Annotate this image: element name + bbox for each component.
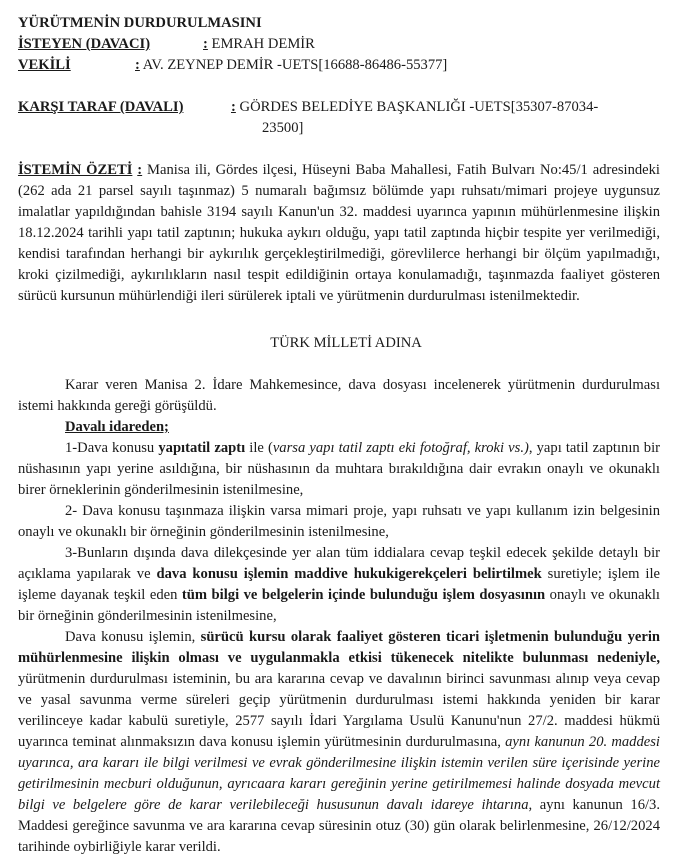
summary-paragraph [18, 160, 660, 307]
defendant-value-continued: 23500] [262, 120, 304, 136]
plaintiff-value: EMRAH DEMİR [207, 36, 315, 52]
attorney-colon: : [135, 57, 140, 73]
attorney-value: AV. ZEYNEP DEMİR -UETS[16688-86486-55377] [139, 57, 448, 73]
item1-text-a: 1-Dava konusu [65, 440, 159, 456]
requests-heading: Davalı idareden; [65, 419, 169, 435]
document-title: YÜRÜTMENİN DURDURULMASINI [18, 15, 262, 31]
item3-bold-2: tüm bilgi ve belgelerin içinde bulunduğu işlem dosyasının [181, 587, 546, 603]
ruling-bold: sürücü kursu olarak faaliyet gösteren ticari işletmenin bulunduğu yerin mühürlenmesine ilişkin olması ve uygulanmakla etkisi tükenecek nitelikte bulunması nedeniyle, [18, 629, 660, 666]
item1-text-e: , yapı tatil zaptının bir nüshasının yapı yerine asıldığına, bir nüshasının da muhtara bırakıldığına dair evrakın onaylı ve okunaklı birer örneklerinin gönderilmesinin istenilmesine, [18, 440, 660, 498]
item3-text-a: 3-Bunların dışında dava dilekçesinde yer alan tüm iddialara cevap teşkil edecek şekilde detaylı bir açıklama yapılarak ve [18, 545, 660, 582]
attorney-label: VEKİLİ [18, 57, 71, 73]
item3-bold-1: dava konusu işlemin maddive hukukigerekçeleri belirtilmek [156, 566, 542, 582]
ruling-text-c: yürütmenin durdurulması isteminin, bu ara kararına cevap ve davalının birinci savunması alınıp veya cevap ve yasal savunma verme süreleri geçip yürütmenin durdurulması istemi hakkında yeniden bir karar verilinceye kadar kabulü suretiyle, 2577 sayılı İdari Yargılama Usulü Kanunu'nun 27/2. maddesi hükmü uyarınca teminat alınmaksızın dava konusu işlemin yürütmesinin durdurulmasına, [18, 671, 660, 750]
request-item-1 [18, 438, 660, 501]
ruling-text-e: aynı kanunun 16/3. Maddesi gereğince savunma ve ara kararına cevap süresinin otuz (30) gün olarak belirlenmesine, 26/12/2024 tarihinde oybirliğiyle karar verildi. [18, 797, 660, 855]
item3-text-e: onaylı ve okunaklı bir örneğinin gönderilmesinin istenilmesine, [18, 587, 660, 624]
item1-text-c: ile ( [245, 440, 273, 456]
plaintiff-colon: : [203, 36, 208, 52]
plaintiff-row [18, 34, 315, 55]
defendant-colon: : [231, 99, 236, 115]
defendant-value: GÖRDES BELEDİYE BAŞKANLIĞI -UETS[35307-87034- [235, 99, 599, 115]
summary-label: İSTEMİN ÖZETİ [18, 162, 133, 178]
plaintiff-label: İSTEYEN (DAVACI) [18, 36, 151, 52]
decision-heading: TÜRK MİLLETİ ADINA [270, 335, 422, 351]
request-item-2: 2- Dava konusu taşınmaza ilişkin varsa mimari proje, yapı ruhsatı ve yapı kullanım izin belgesinin onaylı ve okunaklı bir örneğinin gönderilmesinin istenilmesine, [18, 503, 660, 540]
item3-text-c: suretiyle; işlem ile işleme dayanak teşkil eden [18, 566, 660, 603]
decision-body [18, 375, 660, 858]
summary-text: Manisa ili, Gördes ilçesi, Hüseyni Baba Mahallesi, Fatih Bulvarı No:45/1 adresindeki (262 ada 21 parsel sayılı taşınmaz) 5 numaralı bağımsız bölümde yapı ruhsatı/mimari projeye uygunsuz imalatlar yapıldığından bahisle 3194 sayılı Kanun'un 32. maddesi uyarınca yapının mühürlenmesine ilişkin 18.12.2024 tarihli yapı tatil zaptının; hukuka aykırı olduğu, yapı tatil zaptında hiçbir tespite yer verilmediği, kendisi tarafından herhangi bir aykırılık gerçekleştirilmediği, görevlilerce herhangi bir ölçüm yapılmadığı, kroki çizilmediği, aykırılıkların nasıl tespit edildiğinin ortaya konulamadığı, taşınmazda faaliyet gösteren sürücü kursunun mühürlendiği ileri sürülerek iptali ve yürütmenin durdurulması istenilmektedir. [18, 162, 660, 304]
ruling-italic: aynı kanunun 20. maddesi uyarınca, ara kararı ile bilgi verilmesi ve evrak gönderilmesine ilişkin istemin verilen süre içerisinde yerine getirilmesinin mecburi olduğunun, ayrıcaara kararı gereğinin yerine getirilmemesi halinde dosyada mevcut bilgi ve belgelere göre de karar verilebileceği hususunun davalı idareye ihtarına, [18, 734, 660, 813]
item1-bold: yapıtatil zaptı [158, 440, 246, 456]
item1-italic: varsa yapı tatil zaptı eki fotoğraf, kroki vs.) [272, 440, 529, 456]
summary-colon: : [137, 162, 143, 178]
request-item-3 [18, 543, 660, 627]
defendant-row [18, 97, 598, 118]
intro-paragraph: Karar veren Manisa 2. İdare Mahkemesince, dava dosyası incelenerek yürütmenin durdurulması istemi hakkında gereği görüşüldü. [18, 377, 660, 414]
defendant-label: KARŞI TARAF (DAVALI) [18, 99, 184, 115]
attorney-row [18, 55, 447, 76]
ruling-text-a: Dava konusu işlemin, [65, 629, 201, 645]
ruling-paragraph [18, 627, 660, 858]
